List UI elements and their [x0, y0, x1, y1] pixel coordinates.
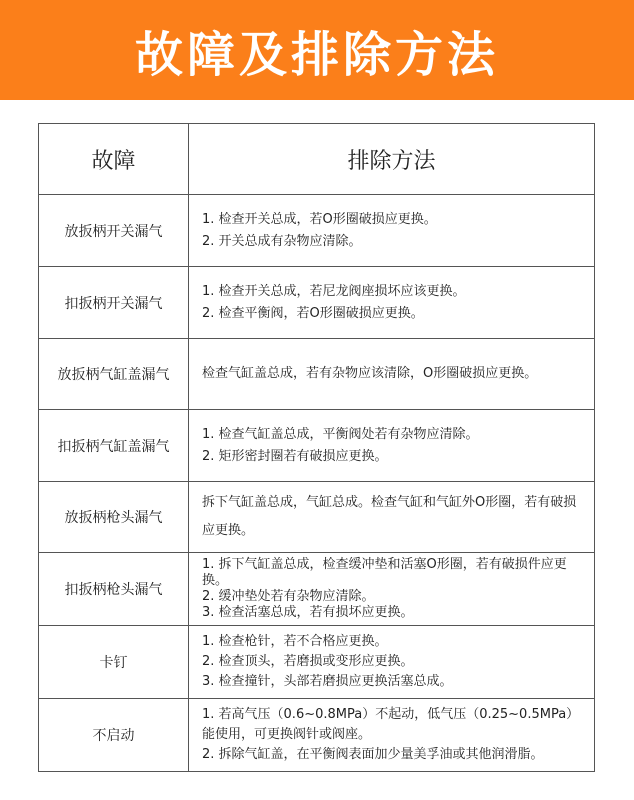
fix-cell [189, 339, 595, 410]
fault-cell: 放扳柄开关漏气 [39, 195, 189, 267]
fix-cell [189, 553, 595, 626]
fix-cell [189, 482, 595, 553]
table-row [39, 553, 595, 626]
header-fix-method: 排除方法 [189, 124, 595, 195]
fault-cell: 不启动 [39, 699, 189, 772]
fix-cell [189, 410, 595, 482]
table-row [39, 699, 595, 772]
fault-cell: 放扳柄枪头漏气 [39, 482, 189, 553]
fix-line: 3. 检查撞针，头部若磨损应更换活塞总成。 [202, 674, 453, 689]
fix-line: 1. 检查开关总成，若O形圈破损应更换。 [202, 211, 437, 227]
fix-cell [189, 267, 595, 339]
fix-line: 1. 检查枪针，若不合格应更换。 [202, 634, 388, 649]
table-row [39, 339, 595, 410]
fault-cell: 卡钉 [39, 626, 189, 699]
fault-cell: 扣扳柄气缸盖漏气 [39, 410, 189, 482]
fix-cell [189, 699, 595, 772]
fix-line: 1. 检查气缸盖总成，平衡阀处若有杂物应清除。 [202, 426, 479, 442]
fix-cell [189, 626, 595, 699]
fault-cell: 放扳柄气缸盖漏气 [39, 339, 189, 410]
fix-line: 1. 拆下气缸盖总成，检查缓冲垫和活塞O形圈，若有破损件应更换。 [202, 557, 567, 588]
fix-line: 3. 检查活塞总成，若有损坏应更换。 [202, 605, 414, 620]
fix-line: 2. 矩形密封圈若有破损应更换。 [202, 448, 388, 464]
fix-line: 2. 开关总成有杂物应清除。 [202, 233, 362, 249]
fix-line: 2. 拆除气缸盖，在平衡阀表面加少量美孚油或其他润滑脂。 [202, 747, 544, 762]
table-row [39, 267, 595, 339]
fix-line: 1. 若高气压（0.6~0.8MPa）不起动，低气压（0.25~0.5MPa）能使用，可更换阀针或阀座。 [202, 707, 580, 742]
title-banner [0, 0, 634, 100]
fix-line: 检查气缸盖总成，若有杂物应该清除，O形圈破损应更换。 [202, 366, 538, 381]
table-row [39, 195, 595, 267]
fix-line: 2. 检查顶头，若磨损或变形应更换。 [202, 654, 414, 669]
table-row [39, 626, 595, 699]
fix-cell [189, 195, 595, 267]
header-fault: 故障 [39, 124, 189, 195]
table-row [39, 482, 595, 553]
page-title: 故障及排除方法 [134, 26, 499, 83]
table-header-row [39, 124, 595, 195]
fix-line: 拆下气缸盖总成，气缸总成。检查气缸和气缸外O形圈，若有破损应更换。 [202, 495, 577, 538]
table-row [39, 410, 595, 482]
fault-table [38, 123, 595, 772]
fault-cell: 扣扳柄开关漏气 [39, 267, 189, 339]
fix-line: 1. 检查开关总成，若尼龙阀座损坏应该更换。 [202, 283, 466, 299]
fix-line: 2. 检查平衡阀，若O形圈破损应更换。 [202, 305, 424, 321]
fix-line: 2. 缓冲垫处若有杂物应清除。 [202, 589, 375, 604]
fault-cell: 扣扳柄枪头漏气 [39, 553, 189, 626]
